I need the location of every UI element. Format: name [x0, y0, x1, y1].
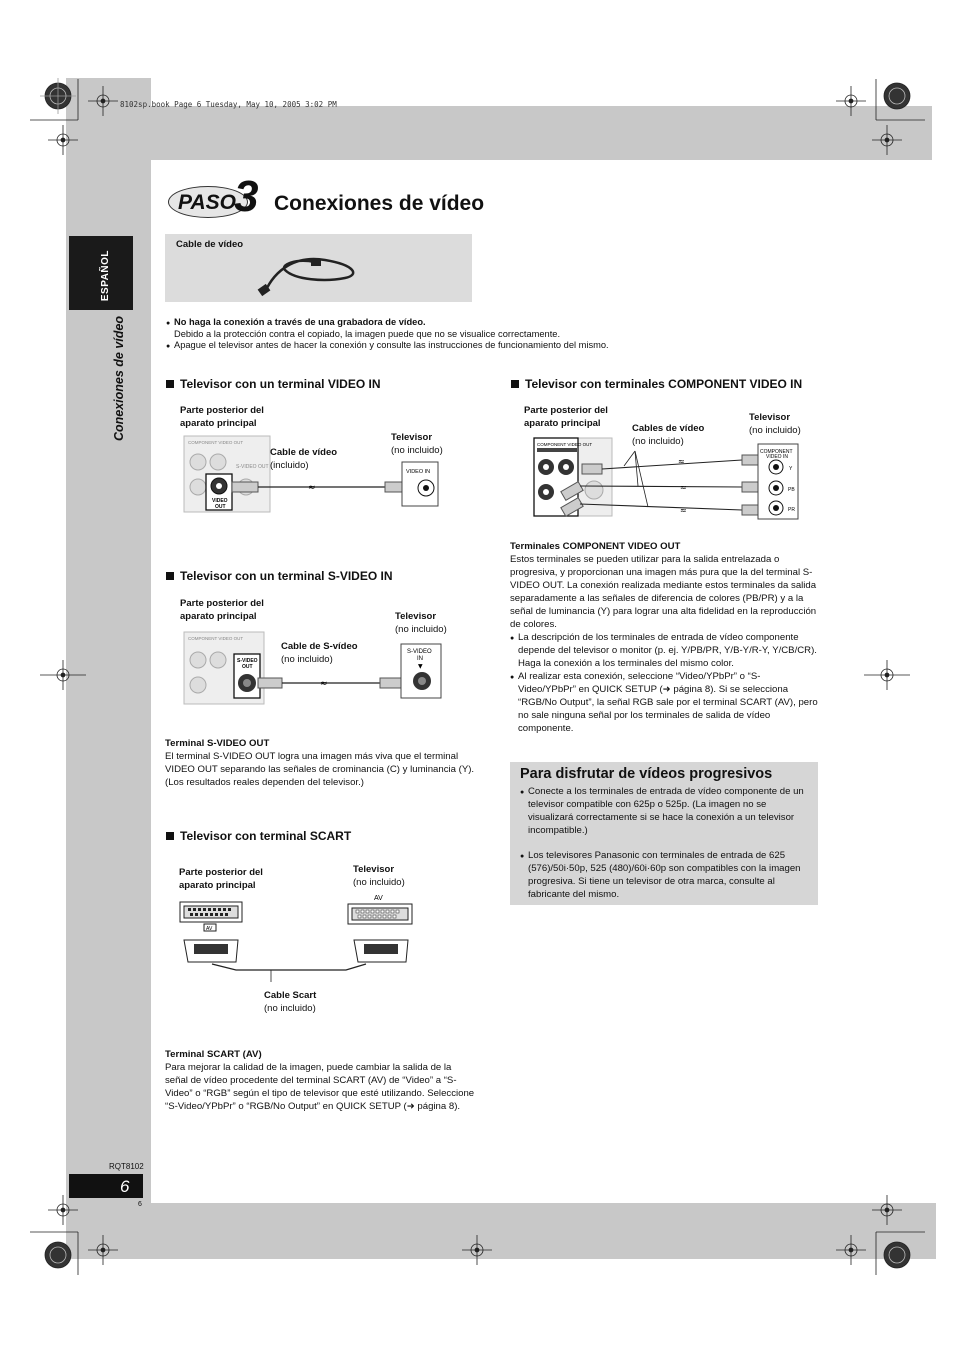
square-bullet-icon [166, 832, 174, 840]
svg-text:S-VIDEO: S-VIDEO [407, 649, 432, 655]
note-2: ● Apague el televisor antes de hacer la conexión y consulte las instrucciones de funcionamiento del mismo. [166, 340, 766, 352]
svg-text:Y: Y [789, 466, 793, 472]
svideo-in-heading: Televisor con un terminal S-VIDEO IN [166, 569, 393, 583]
paso-word: PASO [178, 191, 236, 214]
svg-text:VIDEO IN: VIDEO IN [406, 469, 431, 475]
svg-text:≈: ≈ [320, 679, 328, 689]
square-bullet-icon [511, 380, 519, 388]
svg-text:COMPONENT VIDEO OUT: COMPONENT VIDEO OUT [537, 442, 593, 447]
svg-text:≈: ≈ [680, 483, 687, 492]
svg-text:≈: ≈ [308, 483, 316, 493]
video-in-cable-label: Cable de vídeo (incluido) [270, 447, 338, 471]
video-cable-icon [255, 250, 375, 300]
progressive-bullet-1: ● Conecte a los terminales de entrada de vídeo componente de un televisor compatible con 625p o 525p. (La imagen no se visualizará correctamente si se hace la conexión a un televisor incompatible.) [520, 785, 810, 837]
scart-term-text: Para mejorar la calidad de la imagen, puede cambiar la salida de la señal de vídeo procedente del terminal SCART (AV) de “Video” a “S-Video” o “RGB” según el tipo de televisor que esté utilizando. Seleccione “S-Video/YPbPr” o “RGB/No Output” en QUICK SETUP (➜ página 8). [165, 1062, 475, 1112]
svg-text:S-VIDEO: S-VIDEO [237, 658, 258, 664]
video-in-rear-label: Parte posterior del aparato principal [180, 405, 264, 429]
svg-text:▼: ▼ [418, 663, 423, 670]
component-bullet-2: ● Al realizar esta conexión, seleccione “Video/YPbPr” o “S-Video/YPbPr” en QUICK SETUP (➜ página 8). Si se selecciona “RGB/No Output”, la señal RGB sale por el terminal SCART (AV), pero no sale ninguna señal por los terminales de salida de vídeo componente. [510, 670, 818, 735]
square-bullet-icon [166, 380, 174, 388]
video-in-heading: Televisor con un terminal VIDEO IN [166, 377, 381, 391]
svg-text:IN: IN [417, 656, 423, 662]
page-title: Conexiones de vídeo [274, 192, 485, 215]
video-in-diagram [180, 432, 450, 517]
progressive-content [520, 785, 810, 901]
scart-rear-label: Parte posterior del aparato principal [179, 867, 263, 891]
page-number-small: 6 [138, 1201, 142, 1208]
note-1-text: Debido a la protección contra el copiado, la imagen puede que no se visualice correctamente. [174, 328, 561, 339]
progressive-title: Para disfrutar de vídeos progresivos [520, 766, 773, 782]
component-term-title: Terminales COMPONENT VIDEO OUT [510, 541, 681, 552]
component-tv-label: Televisor (no incluido) [749, 412, 801, 436]
svg-text:≈: ≈ [680, 506, 687, 515]
svg-text:VIDEO IN: VIDEO IN [766, 454, 788, 460]
svg-text:OUT: OUT [242, 664, 253, 670]
svg-text:≈: ≈ [678, 457, 685, 466]
component-heading: Televisor con terminales COMPONENT VIDEO IN [511, 377, 802, 391]
side-section-title: Conexiones de vídeo [112, 316, 126, 442]
svg-text:PR: PR [788, 507, 795, 513]
component-bullet-1: ● La descripción de los terminales de entrada de vídeo componente depende del televisor o monitor (p. ej. Y/PB/PR, Y/B-Y/R-Y, Y/CB/CR). Haga la conexión a los terminales del mismo color. [510, 631, 818, 670]
note-1-bold: No haga la conexión a través de una grabadora de vídeo. [174, 317, 426, 327]
scart-term [165, 1048, 475, 1113]
svg-text:AV: AV [206, 926, 213, 932]
scart-tv-label: Televisor (no incluido) [353, 864, 405, 888]
scart-term-title: Terminal SCART (AV) [165, 1049, 262, 1060]
scart-cable-label: Cable Scart (no incluido) [264, 990, 317, 1014]
svg-text:COMPONENT VIDEO OUT: COMPONENT VIDEO OUT [188, 440, 244, 445]
registration-target-icon [40, 78, 76, 114]
component-term [510, 540, 818, 735]
component-cables-label: Cables de vídeo (no incluido) [632, 423, 705, 447]
svg-text:COMPONENT: COMPONENT [760, 449, 793, 455]
video-in-tv-label: Televisor (no incluido) [391, 432, 443, 456]
svg-text:S-VIDEO OUT: S-VIDEO OUT [236, 464, 269, 470]
paso-number: 3 [234, 172, 259, 221]
svideo-in-tv-label: Televisor (no incluido) [395, 611, 447, 635]
notes [166, 317, 766, 352]
scart-diagram [176, 892, 426, 982]
svg-text:PB: PB [788, 487, 795, 493]
svg-text:VIDEO: VIDEO [212, 498, 228, 504]
svideo-in-cable-label: Cable de S-vídeo (no incluido) [281, 641, 358, 665]
cable-box-label: Cable de vídeo [176, 239, 244, 250]
svideo-term-title: Terminal S-VIDEO OUT [165, 738, 270, 749]
component-diagram [530, 434, 815, 524]
page-number: 6 [120, 1177, 130, 1196]
svideo-term-text: El terminal S-VIDEO OUT logra una imagen más viva que el terminal VIDEO OUT separando las señales de crominancia (C) y luminancia (Y). (Los resultados reales dependen del televisor.) [165, 751, 475, 788]
model-number: RQT8102 [109, 1162, 144, 1171]
svg-text:OUT: OUT [215, 504, 226, 510]
svg-text:COMPONENT VIDEO OUT: COMPONENT VIDEO OUT [188, 636, 244, 641]
square-bullet-icon [166, 572, 174, 580]
file-header: 8102sp.book Page 6 Tuesday, May 10, 2005 3:02 PM [120, 100, 337, 109]
svideo-in-diagram [180, 628, 450, 710]
progressive-bullet-2: ● Los televisores Panasonic con terminales de entrada de 625 (576)/50i·50p, 525 (480)/60i·60p son compatibles con la imagen progresiva. Si tiene un televisor de otra marca, consulte al fabricante del mismo. [520, 849, 810, 901]
svg-text:AV: AV [374, 895, 383, 902]
svideo-in-rear-label: Parte posterior del aparato principal [180, 598, 264, 622]
component-term-text: Estos terminales se pueden utilizar para la salida entrelazada o progresiva, y proporcionan una imagen más pura que la del terminal S-VIDEO OUT. La conexión realizada mediante estos terminales da salida separadamente a las señales de diferencia de colores (PB/PR) y a la señal de luminancia (Y) para lograr una alta fidelidad en la reproducción de colores. [510, 554, 817, 630]
language-label: ESPAÑOL [100, 250, 111, 302]
page-number-box [69, 1174, 143, 1198]
svideo-term [165, 737, 475, 789]
component-rear-label: Parte posterior del aparato principal [524, 405, 608, 429]
scart-heading: Televisor con terminal SCART [166, 829, 351, 843]
